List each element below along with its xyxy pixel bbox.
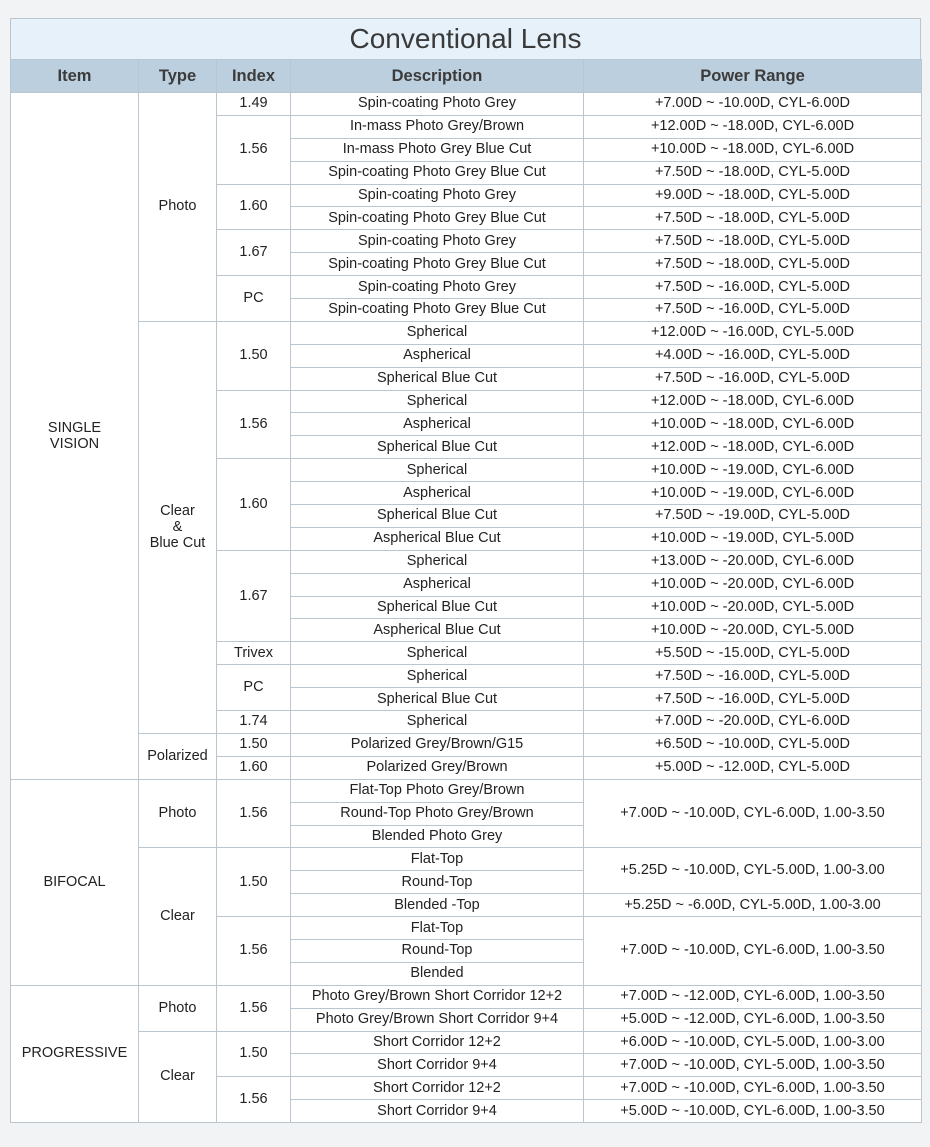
power-range-cell: +10.00D ~ -20.00D, CYL-6.00D xyxy=(584,573,922,596)
power-range-cell: +7.50D ~ -18.00D, CYL-5.00D xyxy=(584,230,922,253)
power-range-cell: +12.00D ~ -18.00D, CYL-6.00D xyxy=(584,436,922,459)
description-cell: Polarized Grey/Brown xyxy=(291,756,584,779)
description-cell: Blended xyxy=(291,962,584,985)
power-range-cell: +7.00D ~ -10.00D, CYL-6.00D xyxy=(584,93,922,116)
type-cell: Photo xyxy=(139,93,217,322)
description-cell: Spherical xyxy=(291,550,584,573)
power-range-cell: +10.00D ~ -19.00D, CYL-6.00D xyxy=(584,482,922,505)
index-cell: 1.56 xyxy=(217,115,291,184)
description-cell: Photo Grey/Brown Short Corridor 12+2 xyxy=(291,985,584,1008)
description-cell: Aspherical xyxy=(291,482,584,505)
description-cell: Spherical Blue Cut xyxy=(291,367,584,390)
power-range-cell: +5.00D ~ -12.00D, CYL-5.00D xyxy=(584,756,922,779)
index-cell: 1.74 xyxy=(217,711,291,734)
description-cell: Short Corridor 9+4 xyxy=(291,1100,584,1123)
index-cell: 1.56 xyxy=(217,1077,291,1123)
index-cell: 1.60 xyxy=(217,459,291,551)
item-cell: SINGLE VISION xyxy=(11,93,139,780)
description-cell: Spin-coating Photo Grey Blue Cut xyxy=(291,253,584,276)
lens-table-frame xyxy=(10,18,921,1123)
power-range-cell: +5.25D ~ -6.00D, CYL-5.00D, 1.00-3.00 xyxy=(584,894,922,917)
index-cell: 1.50 xyxy=(217,848,291,917)
power-range-cell: +10.00D ~ -18.00D, CYL-6.00D xyxy=(584,413,922,436)
power-range-cell: +7.50D ~ -16.00D, CYL-5.00D xyxy=(584,367,922,390)
index-cell: 1.60 xyxy=(217,756,291,779)
type-cell: Photo xyxy=(139,779,217,848)
table-row xyxy=(11,733,922,756)
power-range-cell: +10.00D ~ -18.00D, CYL-6.00D xyxy=(584,138,922,161)
type-cell: Polarized xyxy=(139,733,217,779)
power-range-cell: +12.00D ~ -18.00D, CYL-6.00D xyxy=(584,390,922,413)
table-row xyxy=(11,1031,922,1054)
description-cell: Spherical xyxy=(291,390,584,413)
item-cell: BIFOCAL xyxy=(11,779,139,985)
index-cell: 1.60 xyxy=(217,184,291,230)
power-range-cell: +10.00D ~ -20.00D, CYL-5.00D xyxy=(584,619,922,642)
index-cell: 1.67 xyxy=(217,230,291,276)
description-cell: Blended -Top xyxy=(291,894,584,917)
table-row xyxy=(11,321,922,344)
power-range-cell: +7.00D ~ -10.00D, CYL-6.00D, 1.00-3.50 xyxy=(584,917,922,986)
table-row xyxy=(11,848,922,871)
description-cell: Round-Top xyxy=(291,939,584,962)
power-range-cell: +5.00D ~ -12.00D, CYL-6.00D, 1.00-3.50 xyxy=(584,1008,922,1031)
power-range-cell: +7.50D ~ -16.00D, CYL-5.00D xyxy=(584,665,922,688)
index-cell: 1.50 xyxy=(217,733,291,756)
power-range-cell: +6.00D ~ -10.00D, CYL-5.00D, 1.00-3.00 xyxy=(584,1031,922,1054)
description-cell: Spherical xyxy=(291,321,584,344)
type-cell: Photo xyxy=(139,985,217,1031)
page-title: Conventional Lens xyxy=(10,18,921,59)
power-range-cell: +7.00D ~ -12.00D, CYL-6.00D, 1.00-3.50 xyxy=(584,985,922,1008)
type-cell: Clear xyxy=(139,1031,217,1123)
description-cell: Round-Top Photo Grey/Brown xyxy=(291,802,584,825)
header-row xyxy=(11,60,922,93)
power-range-cell: +7.50D ~ -18.00D, CYL-5.00D xyxy=(584,161,922,184)
index-cell: 1.56 xyxy=(217,779,291,848)
header-item: Item xyxy=(11,60,139,93)
description-cell: Spin-coating Photo Grey Blue Cut xyxy=(291,161,584,184)
power-range-cell: +7.50D ~ -16.00D, CYL-5.00D xyxy=(584,299,922,322)
description-cell: Blended Photo Grey xyxy=(291,825,584,848)
power-range-cell: +7.50D ~ -19.00D, CYL-5.00D xyxy=(584,505,922,528)
type-cell: Clear & Blue Cut xyxy=(139,321,217,733)
index-cell: 1.50 xyxy=(217,1031,291,1077)
description-cell: Short Corridor 12+2 xyxy=(291,1077,584,1100)
description-cell: Photo Grey/Brown Short Corridor 9+4 xyxy=(291,1008,584,1031)
description-cell: Spin-coating Photo Grey xyxy=(291,184,584,207)
power-range-cell: +7.00D ~ -10.00D, CYL-6.00D, 1.00-3.50 xyxy=(584,779,922,848)
index-cell: 1.56 xyxy=(217,985,291,1031)
index-cell: 1.56 xyxy=(217,917,291,986)
header-type: Type xyxy=(139,60,217,93)
description-cell: Short Corridor 9+4 xyxy=(291,1054,584,1077)
power-range-cell: +5.25D ~ -10.00D, CYL-5.00D, 1.00-3.00 xyxy=(584,848,922,894)
description-cell: In-mass Photo Grey/Brown xyxy=(291,115,584,138)
power-range-cell: +6.50D ~ -10.00D, CYL-5.00D xyxy=(584,733,922,756)
description-cell: Spin-coating Photo Grey xyxy=(291,93,584,116)
header-description: Description xyxy=(291,60,584,93)
table-row xyxy=(11,93,922,116)
description-cell: Spin-coating Photo Grey xyxy=(291,276,584,299)
description-cell: Aspherical xyxy=(291,573,584,596)
table-row xyxy=(11,779,922,802)
power-range-cell: +7.00D ~ -10.00D, CYL-5.00D, 1.00-3.50 xyxy=(584,1054,922,1077)
power-range-cell: +7.00D ~ -10.00D, CYL-6.00D, 1.00-3.50 xyxy=(584,1077,922,1100)
index-cell: 1.67 xyxy=(217,550,291,642)
description-cell: Spherical xyxy=(291,459,584,482)
power-range-cell: +10.00D ~ -19.00D, CYL-5.00D xyxy=(584,527,922,550)
description-cell: Short Corridor 12+2 xyxy=(291,1031,584,1054)
power-range-cell: +7.50D ~ -18.00D, CYL-5.00D xyxy=(584,253,922,276)
lens-table xyxy=(10,59,922,1123)
description-cell: Spherical xyxy=(291,665,584,688)
header-power-range: Power Range xyxy=(584,60,922,93)
description-cell: Spin-coating Photo Grey Blue Cut xyxy=(291,299,584,322)
index-cell: Trivex xyxy=(217,642,291,665)
header-index: Index xyxy=(217,60,291,93)
index-cell: PC xyxy=(217,276,291,322)
type-cell: Clear xyxy=(139,848,217,985)
power-range-cell: +10.00D ~ -20.00D, CYL-5.00D xyxy=(584,596,922,619)
description-cell: Spherical Blue Cut xyxy=(291,596,584,619)
power-range-cell: +7.50D ~ -18.00D, CYL-5.00D xyxy=(584,207,922,230)
description-cell: Spherical Blue Cut xyxy=(291,436,584,459)
description-cell: Aspherical Blue Cut xyxy=(291,619,584,642)
power-range-cell: +9.00D ~ -18.00D, CYL-5.00D xyxy=(584,184,922,207)
description-cell: Spherical xyxy=(291,711,584,734)
description-cell: Polarized Grey/Brown/G15 xyxy=(291,733,584,756)
power-range-cell: +7.50D ~ -16.00D, CYL-5.00D xyxy=(584,276,922,299)
description-cell: Aspherical Blue Cut xyxy=(291,527,584,550)
table-row xyxy=(11,985,922,1008)
index-cell: 1.50 xyxy=(217,321,291,390)
description-cell: Spherical Blue Cut xyxy=(291,688,584,711)
description-cell: In-mass Photo Grey Blue Cut xyxy=(291,138,584,161)
description-cell: Spherical Blue Cut xyxy=(291,505,584,528)
power-range-cell: +13.00D ~ -20.00D, CYL-6.00D xyxy=(584,550,922,573)
description-cell: Flat-Top Photo Grey/Brown xyxy=(291,779,584,802)
power-range-cell: +4.00D ~ -16.00D, CYL-5.00D xyxy=(584,344,922,367)
item-cell: PROGRESSIVE xyxy=(11,985,139,1122)
power-range-cell: +7.00D ~ -20.00D, CYL-6.00D xyxy=(584,711,922,734)
power-range-cell: +7.50D ~ -16.00D, CYL-5.00D xyxy=(584,688,922,711)
description-cell: Round-Top xyxy=(291,871,584,894)
description-cell: Flat-Top xyxy=(291,917,584,940)
power-range-cell: +5.50D ~ -15.00D, CYL-5.00D xyxy=(584,642,922,665)
power-range-cell: +5.00D ~ -10.00D, CYL-6.00D, 1.00-3.50 xyxy=(584,1100,922,1123)
description-cell: Aspherical xyxy=(291,413,584,436)
index-cell: 1.56 xyxy=(217,390,291,459)
power-range-cell: +10.00D ~ -19.00D, CYL-6.00D xyxy=(584,459,922,482)
index-cell: 1.49 xyxy=(217,93,291,116)
description-cell: Spin-coating Photo Grey Blue Cut xyxy=(291,207,584,230)
power-range-cell: +12.00D ~ -16.00D, CYL-5.00D xyxy=(584,321,922,344)
description-cell: Aspherical xyxy=(291,344,584,367)
description-cell: Flat-Top xyxy=(291,848,584,871)
index-cell: PC xyxy=(217,665,291,711)
description-cell: Spherical xyxy=(291,642,584,665)
power-range-cell: +12.00D ~ -18.00D, CYL-6.00D xyxy=(584,115,922,138)
description-cell: Spin-coating Photo Grey xyxy=(291,230,584,253)
